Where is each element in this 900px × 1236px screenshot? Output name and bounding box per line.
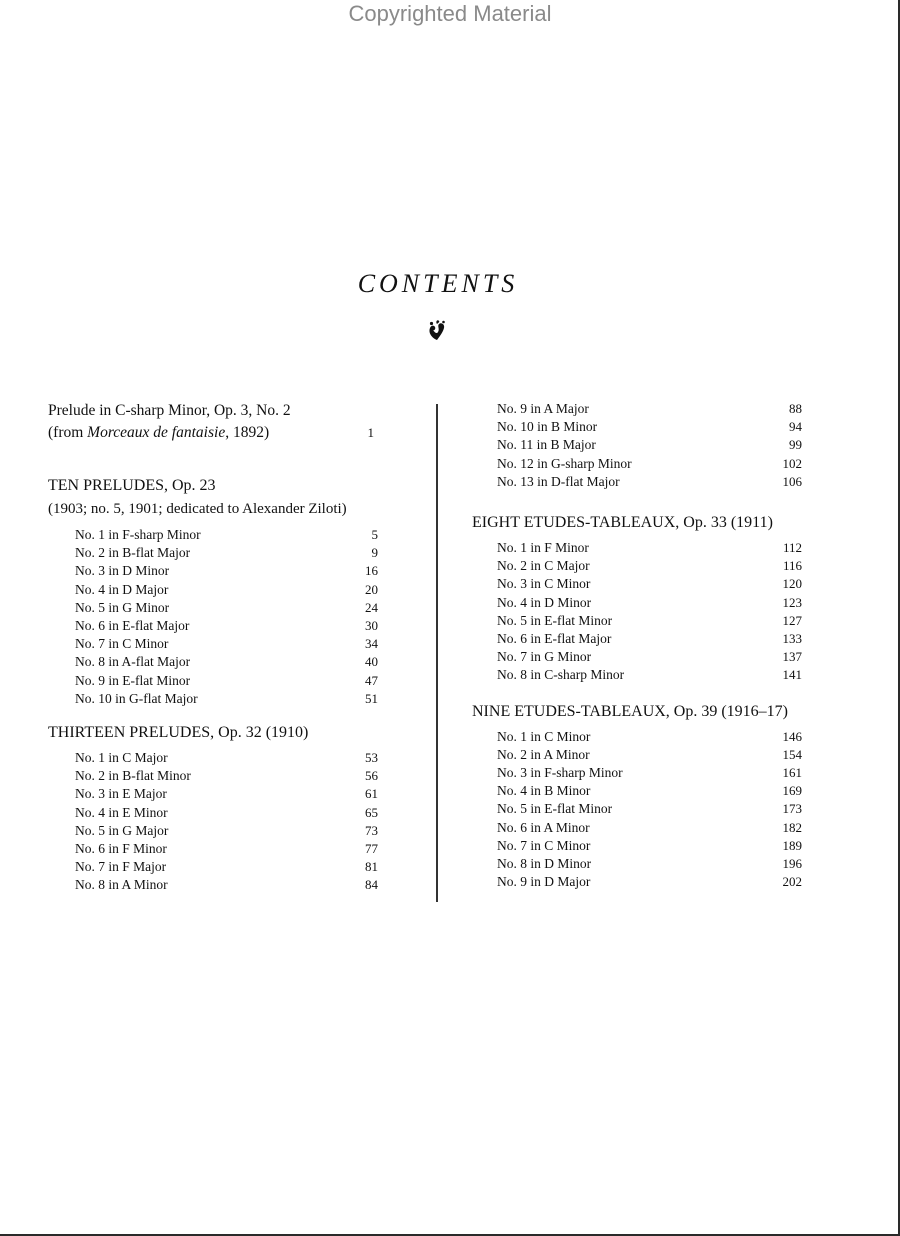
entry-page-number: 9 <box>371 545 378 561</box>
entry-page-number: 146 <box>782 728 802 744</box>
page-title: CONTENTS <box>357 269 519 298</box>
contents-entry <box>472 800 802 818</box>
contents-entry <box>472 630 802 648</box>
entry-page-number: 182 <box>782 819 802 835</box>
intro-title: Prelude in C-sharp Minor, Op. 3, No. 2 <box>48 402 291 419</box>
intro-entry <box>48 400 378 444</box>
entry-title: No. 4 in B Minor <box>497 783 591 799</box>
contents-entry <box>48 767 378 785</box>
eight-etudes-heading: EIGHT ETUDES-TABLEAUX, Op. 33 (1911) <box>472 514 773 532</box>
entry-page-number: 116 <box>782 558 802 574</box>
entry-page-number: 141 <box>782 667 802 683</box>
entry-title: No. 5 in E-flat Minor <box>497 612 613 628</box>
entry-title: No. 1 in F Minor <box>497 540 589 556</box>
entry-page-number: 81 <box>365 859 378 875</box>
entry-title: No. 9 in A Major <box>497 401 589 416</box>
entry-page-number: 47 <box>365 672 378 688</box>
contents-entry <box>48 749 378 767</box>
entry-title: No. 3 in E Major <box>75 786 167 802</box>
entry-title: No. 7 in C Minor <box>497 837 591 853</box>
contents-entry <box>472 728 802 746</box>
entry-title: No. 9 in D Major <box>497 874 591 890</box>
contents-entry <box>472 746 802 764</box>
entry-page-number: 196 <box>782 856 802 872</box>
entry-page-number: 16 <box>365 563 378 579</box>
entry-title: No. 5 in G Major <box>75 822 169 838</box>
entry-page-number: 77 <box>365 841 378 857</box>
entry-title: No. 6 in E-flat Major <box>75 618 190 634</box>
contents-entry <box>48 840 378 858</box>
contents-entry <box>472 873 802 891</box>
entry-title: No. 13 in D-flat Major <box>497 473 620 489</box>
entry-title: No. 8 in C-sharp Minor <box>497 667 625 683</box>
contents-entry <box>48 690 378 708</box>
contents-entry <box>48 562 378 580</box>
entry-title: No. 8 in A Minor <box>75 877 168 893</box>
contents-entry <box>48 672 378 690</box>
entry-title: No. 7 in F Major <box>75 859 167 875</box>
entry-title: No. 9 in E-flat Minor <box>75 672 191 688</box>
ten-preludes-subtitle: (1903; no. 5, 1901; dedicated to Alexander Ziloti) <box>48 501 347 517</box>
contents-entry <box>472 648 802 666</box>
entry-title: No. 1 in C Minor <box>497 728 591 744</box>
entry-page-number: 137 <box>782 649 802 665</box>
contents-entry <box>472 594 802 612</box>
contents-entry <box>48 822 378 840</box>
contents-entry <box>48 653 378 671</box>
entry-title: No. 2 in B-flat Major <box>75 545 191 561</box>
entry-page-number: 20 <box>365 581 378 597</box>
contents-entry <box>48 804 378 822</box>
thirteen-preludes-heading: THIRTEEN PRELUDES, Op. 32 (1910) <box>48 724 309 742</box>
contents-entry <box>48 635 378 653</box>
contents-entry <box>472 539 802 557</box>
contents-entry <box>48 785 378 803</box>
entry-page-number: 102 <box>782 455 802 471</box>
contents-entry <box>472 418 802 436</box>
intro-subtitle: (from Morceaux de fantaisie, 1892) <box>48 424 270 441</box>
entry-page-number: 123 <box>782 594 802 610</box>
contents-entry <box>472 575 802 593</box>
entry-title: No. 4 in D Minor <box>497 594 592 610</box>
intro-page-number: 1 <box>367 425 374 440</box>
entry-title: No. 10 in B Minor <box>497 419 598 435</box>
contents-entry <box>48 526 378 544</box>
entry-title: No. 6 in E-flat Major <box>497 631 612 647</box>
entry-title: No. 3 in F-sharp Minor <box>497 765 623 781</box>
entry-page-number: 65 <box>365 804 378 820</box>
contents-entry <box>48 599 378 617</box>
contents-left-column <box>48 400 378 895</box>
entry-title: No. 8 in D Minor <box>497 856 592 872</box>
entry-title: No. 7 in G Minor <box>497 649 592 665</box>
eight-etudes-list <box>472 539 802 685</box>
entry-page-number: 120 <box>782 576 802 592</box>
entry-page-number: 34 <box>365 636 378 652</box>
entry-title: No. 8 in A-flat Major <box>75 654 191 670</box>
entry-page-number: 99 <box>789 437 802 453</box>
entry-page-number: 30 <box>365 618 378 634</box>
entry-page-number: 133 <box>782 631 802 647</box>
column-divider <box>436 404 438 902</box>
entry-title: No. 5 in E-flat Minor <box>497 801 613 817</box>
entry-title: No. 11 in B Major <box>497 437 596 453</box>
entry-page-number: 154 <box>782 746 802 762</box>
contents-entry <box>472 400 802 418</box>
entry-title: No. 7 in C Minor <box>75 636 169 652</box>
entry-title: No. 6 in A Minor <box>497 819 590 835</box>
entry-title: No. 4 in D Major <box>75 581 169 597</box>
entry-title: No. 5 in G Minor <box>75 599 170 615</box>
contents-entry <box>48 544 378 562</box>
entry-page-number: 24 <box>365 599 378 615</box>
entry-title: No. 2 in A Minor <box>497 746 590 762</box>
ten-preludes-list <box>48 526 378 708</box>
entry-page-number: 51 <box>365 690 378 706</box>
entry-title: No. 1 in F-sharp Minor <box>75 527 201 542</box>
entry-page-number: 61 <box>365 786 378 802</box>
contents-entry <box>472 455 802 473</box>
entry-title: No. 2 in B-flat Minor <box>75 768 191 784</box>
entry-title: No. 3 in C Minor <box>497 576 591 592</box>
entry-page-number: 53 <box>365 750 378 766</box>
entry-page-number: 5 <box>371 527 378 542</box>
contents-entry <box>472 782 802 800</box>
contents-entry <box>48 617 378 635</box>
contents-entry <box>472 819 802 837</box>
entry-page-number: 112 <box>782 540 802 556</box>
entry-page-number: 173 <box>782 801 802 817</box>
entry-page-number: 88 <box>789 401 802 416</box>
contents-entry <box>48 581 378 599</box>
thirteen-preludes-list-continued <box>472 400 802 491</box>
entry-page-number: 127 <box>782 612 802 628</box>
entry-title: No. 10 in G-flat Major <box>75 690 198 706</box>
entry-page-number: 202 <box>782 874 802 890</box>
nine-etudes-heading: NINE ETUDES-TABLEAUX, Op. 39 (1916–17) <box>472 702 789 720</box>
contents-right-column <box>472 400 802 891</box>
entry-page-number: 84 <box>365 877 378 893</box>
entry-title: No. 2 in C Major <box>497 558 590 574</box>
contents-entry <box>472 764 802 782</box>
contents-entry <box>472 557 802 575</box>
contents-entry <box>48 858 378 876</box>
thirteen-preludes-list <box>48 749 378 895</box>
contents-entry <box>48 876 378 894</box>
contents-entry <box>472 473 802 491</box>
entry-page-number: 40 <box>365 654 378 670</box>
fleuron-icon <box>425 318 449 342</box>
entry-page-number: 56 <box>365 768 378 784</box>
contents-entry <box>472 612 802 630</box>
contents-entry <box>472 666 802 684</box>
nine-etudes-list <box>472 728 802 892</box>
intro-subtitle-row <box>48 422 378 444</box>
entry-title: No. 4 in E Minor <box>75 804 168 820</box>
entry-page-number: 106 <box>782 473 802 489</box>
entry-page-number: 169 <box>782 783 802 799</box>
ten-preludes-heading: TEN PRELUDES, Op. 23 <box>48 477 216 494</box>
contents-entry <box>472 837 802 855</box>
entry-page-number: 161 <box>782 765 802 781</box>
contents-entry <box>472 855 802 873</box>
entry-title: No. 1 in C Major <box>75 750 168 766</box>
entry-title: No. 12 in G-sharp Minor <box>497 455 632 471</box>
entry-title: No. 3 in D Minor <box>75 563 170 579</box>
entry-page-number: 73 <box>365 822 378 838</box>
entry-page-number: 94 <box>789 419 802 435</box>
entry-page-number: 189 <box>782 837 802 853</box>
entry-title: No. 6 in F Minor <box>75 841 167 857</box>
copyright-watermark: Copyrighted Material <box>348 1 552 26</box>
contents-entry <box>472 436 802 454</box>
